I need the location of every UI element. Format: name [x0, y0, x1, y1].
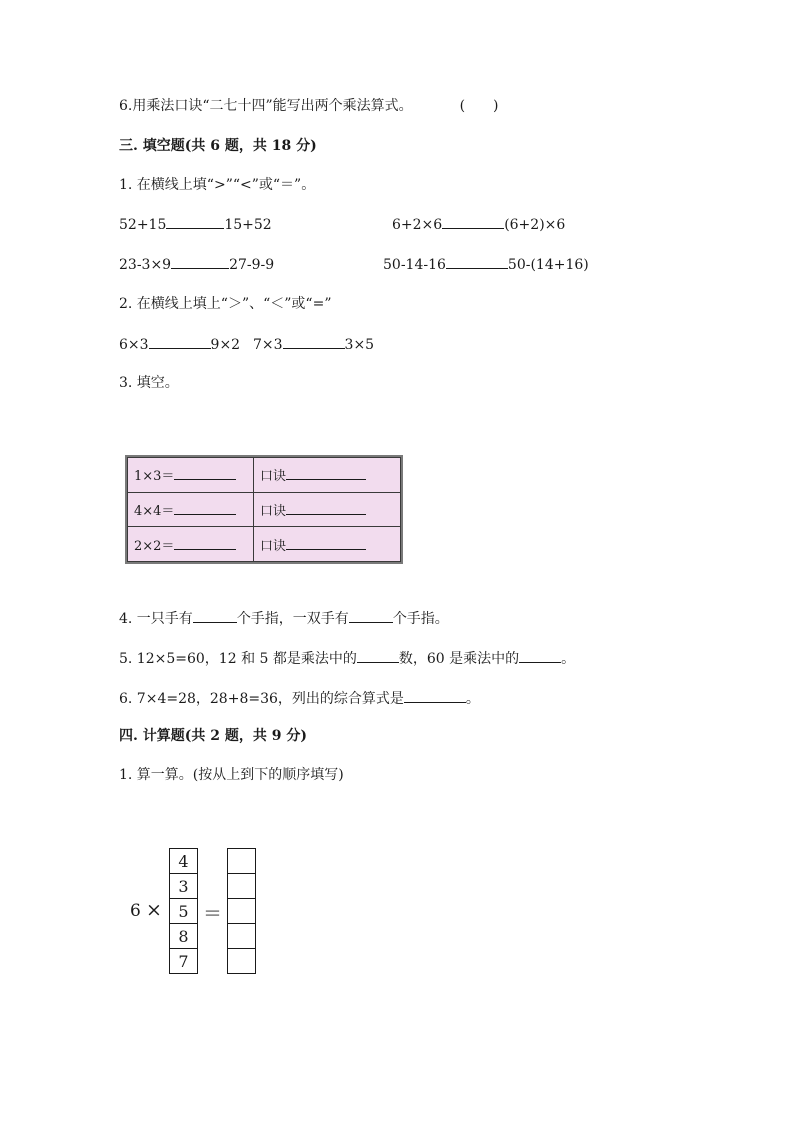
- mnemonic-cell: [254, 492, 401, 527]
- answer-blank[interactable]: [193, 608, 237, 623]
- answer-blank[interactable]: [174, 502, 236, 515]
- q3-prompt: 3. 填空。: [119, 375, 179, 391]
- answer-blank[interactable]: [174, 537, 236, 550]
- section-3-heading: 三. 填空题(共 6 题，共 18 分): [119, 138, 317, 154]
- table-row: [128, 527, 401, 562]
- expr: 27-9-9: [229, 257, 275, 273]
- mnemonic-cell: [254, 527, 401, 562]
- expr-cell: [128, 492, 254, 527]
- expr-cell: [128, 458, 254, 493]
- expr: 23-3×9: [119, 257, 172, 273]
- q5-text-a: 5. 12×5=60，12 和 5 都是乘法中的: [119, 651, 357, 667]
- answer-cell[interactable]: [228, 899, 256, 924]
- multiplier: 6: [130, 901, 141, 921]
- mnemonic-label: 口诀: [260, 503, 287, 519]
- q5-line: [119, 648, 575, 669]
- mnemonic-blank[interactable]: [286, 502, 366, 515]
- expr-cell: [128, 527, 254, 562]
- compare-blank[interactable]: [166, 214, 224, 229]
- expr: 15+52: [224, 217, 272, 233]
- operand-cell: 3: [170, 874, 198, 899]
- answer-cell[interactable]: [228, 874, 256, 899]
- answer-cell[interactable]: [228, 849, 256, 874]
- answer-cell[interactable]: [228, 949, 256, 974]
- question-6-statement: [119, 96, 499, 116]
- operand-cell: 5: [170, 899, 198, 924]
- operand-cell: 4: [170, 849, 198, 874]
- section-4-heading: 四. 计算题(共 2 题，共 9 分): [119, 728, 307, 744]
- expr-text: 1×3＝: [134, 469, 175, 485]
- mnemonic-label: 口诀: [260, 469, 287, 485]
- operand-cell: 8: [170, 924, 198, 949]
- q6-text-a: 6. 7×4=28，28+8=36，列出的综合算式是: [119, 691, 404, 707]
- q5-text-c: 。: [561, 651, 576, 667]
- answer-column: [227, 848, 256, 974]
- compare-blank[interactable]: [283, 334, 345, 349]
- expr-text: 4×4＝: [134, 503, 175, 519]
- answer-paren-close: ): [493, 98, 499, 114]
- q1-row2-left: [119, 254, 274, 275]
- mnemonic-cell: [254, 458, 401, 493]
- q5-text-b: 数，60 是乘法中的: [398, 651, 520, 667]
- q4-line: [119, 608, 449, 629]
- q4-text-a: 4. 一只手有: [119, 611, 193, 627]
- mnemonic-label: 口诀: [260, 538, 287, 554]
- answer-blank[interactable]: [174, 467, 236, 480]
- calc-prompt: 1. 算一算。(按从上到下的顺序填写): [119, 767, 344, 783]
- expr: 50-14-16: [383, 257, 446, 273]
- q1-row1-left: [119, 214, 272, 235]
- expr-text: 2×2＝: [134, 538, 175, 554]
- answer-paren-open: (: [459, 98, 466, 114]
- q6-text-b: 。: [465, 691, 480, 707]
- operand-cell: 7: [170, 949, 198, 974]
- expr: 50-(14+16): [507, 257, 589, 273]
- compare-blank[interactable]: [171, 254, 229, 269]
- mnemonic-blank[interactable]: [286, 537, 366, 550]
- answer-blank[interactable]: [404, 688, 466, 703]
- expr: (6+2)×6: [504, 217, 566, 233]
- answer-blank[interactable]: [357, 648, 399, 663]
- compare-blank[interactable]: [442, 214, 504, 229]
- expr: 7×3: [253, 337, 283, 353]
- equals-sign: ＝: [203, 903, 223, 925]
- expr: 6×3: [119, 337, 149, 353]
- expr: 6+2×6: [392, 217, 443, 233]
- q4-text-b: 个手指，一双手有: [236, 611, 349, 627]
- mnemonic-blank[interactable]: [286, 467, 366, 480]
- q2-row: [119, 334, 374, 355]
- times-sign: ×: [146, 899, 162, 921]
- q6-line: [119, 688, 480, 709]
- expr: 52+15: [119, 217, 167, 233]
- operand-column: [169, 848, 198, 974]
- q1-row2-right: [383, 254, 589, 275]
- q2-prompt: 2. 在横线上填上“＞”、“＜”或“=”: [119, 296, 332, 312]
- table-row: [128, 492, 401, 527]
- question-text: 6.用乘法口诀“二七十四”能写出两个乘法算式。: [119, 98, 413, 114]
- fill-in-table: [125, 455, 403, 564]
- q4-text-c: 个手指。: [392, 611, 449, 627]
- answer-cell[interactable]: [228, 924, 256, 949]
- answer-blank[interactable]: [519, 648, 561, 663]
- compare-blank[interactable]: [149, 334, 211, 349]
- expr: 9×2: [210, 337, 241, 353]
- q1-row1-right: [392, 214, 565, 235]
- compare-blank[interactable]: [446, 254, 508, 269]
- answer-blank[interactable]: [349, 608, 393, 623]
- table-row: [128, 458, 401, 493]
- q1-prompt: 1. 在横线上填“>”“<”或“＝”。: [119, 177, 316, 193]
- expr: 3×5: [344, 337, 375, 353]
